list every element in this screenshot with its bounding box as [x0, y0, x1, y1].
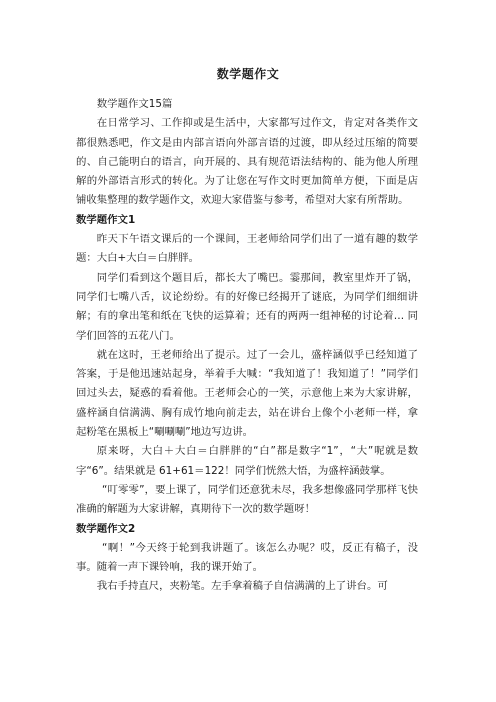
paragraph: 同学们看到这个题目后，都长大了嘴巴。霎那间，教室里炸开了锅，同学们七嘴八舌，议论纷纷。有的好像已经揭开了谜底，为同学们细细讲解；有的拿出笔和纸在飞快的运算着；还有的两两一组神秘的讨论着… 同学们回答的五花八门。: [76, 271, 418, 342]
page-title: 数学题作文: [216, 67, 280, 81]
subtitle: 数学题作文15篇: [96, 98, 173, 110]
intro-paragraph: 在日常学习、工作抑或是生活中，大家都写过作文，肯定对各类作文都很熟悉吧，作文是由内部言语向外部言语的过渡，即从经过压缩的简要的、自己能明白的语言，向开展的、具有规范语法结构的、能为他人所理解的外部语言形式的转化。为了让您在写作文时更加简单方便，下面是店铺收集整理的数学题作文，欢迎大家借鉴与参考，希望对大家有所帮助。: [76, 117, 418, 207]
paragraph: “叮零零”，要上课了，同学们还意犹未尽，我多想像盛同学那样飞快准确的解题为大家讲解，真期待下一次的数学题呀！: [76, 483, 418, 516]
paragraph: 昨天下午语文课后的一个课间，王老师给同学们出了一道有趣的数学题：大白+大白＝白胖胖。: [76, 233, 418, 265]
paragraph: “啊！”今天终于轮到我讲题了。该怎么办呢？哎，反正有稿子，没事。随着一声下课铃响，我的课开始了。: [76, 541, 418, 574]
paragraph: 就在这时，王老师给出了提示。过了一会儿，盛梓涵似乎已经知道了答案，于是他迅速站起身，举着手大喊：“我知道了！我知道了！”同学们回过头去，疑惑的看着他。王老师会心的一笑，示意他上来为大家讲解，盛梓涵自信满满、胸有成竹地向前走去，站在讲台上像个小老师一样，拿起粉笔在黑板上“唰唰唰”地边写边讲。: [76, 348, 418, 439]
paragraph: 我右手持直尺，夹粉笔。左手拿着稿子自信满满的上了讲台。可: [96, 580, 388, 593]
document-body: [76, 95, 418, 597]
section-heading-1: 数学题作文1: [76, 213, 136, 226]
section-heading-2: 数学题作文2: [76, 522, 136, 535]
paragraph: 原来呀，大白＋大白＝白胖胖的“白”都是数字“1”，“大”呢就是数字“6”。结果就是 61+61＝122！同学们恍然大悟，为盛梓涵鼓掌。: [76, 445, 418, 477]
